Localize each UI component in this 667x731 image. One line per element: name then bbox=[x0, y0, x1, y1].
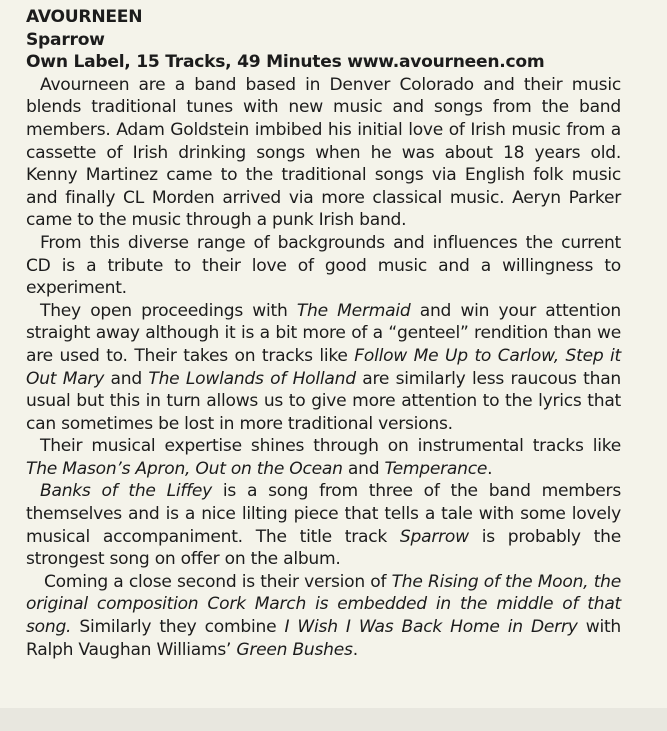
track-title: Follow Me Up to Carlow, Step it Out Mary bbox=[26, 345, 621, 389]
paragraph-text: Avourneen are a band based in Denver Colorado and their music blends traditional tunes with new music and songs from the band members. Adam Goldstein imbibed his initial love of Irish music from a cassette of Irish drinking songs when he was about 18 years old. Kenny Martinez came to the traditional songs via English folk music and finally CL Morden arrived via more classical music. Aeryn Parker came to the music through a punk Irish band. bbox=[26, 74, 621, 231]
album-details: Own Label, 15 Tracks, 49 Minutes www.avourneen.com bbox=[26, 52, 545, 73]
artist-name: AVOURNEEN bbox=[26, 7, 143, 27]
review-paragraph bbox=[26, 571, 621, 661]
track-title: The Mason’s Apron, Out on the Ocean bbox=[26, 458, 343, 479]
review-paragraph bbox=[26, 232, 621, 300]
review-paragraph bbox=[26, 74, 621, 232]
paragraph-text: They open proceedings with bbox=[40, 300, 297, 321]
review-paragraph bbox=[26, 300, 621, 436]
track-title: Temperance bbox=[384, 458, 488, 479]
album-title: Sparrow bbox=[26, 29, 105, 50]
paragraph-text: and bbox=[104, 368, 149, 389]
track-title: Sparrow bbox=[399, 526, 469, 547]
paragraph-text: . bbox=[487, 458, 493, 479]
track-title: The Lowlands of Holland bbox=[148, 368, 356, 389]
paragraph-text: . bbox=[352, 639, 358, 660]
track-title: I Wish I Was Back Home in Derry bbox=[284, 617, 578, 638]
track-title: Green Bushes bbox=[236, 639, 353, 660]
paragraph-text: with Ralph Vaughan Williams’ bbox=[26, 617, 621, 660]
paragraph-text: From this diverse range of backgrounds and influences the current CD is a tribute to their love of good music and a willingness to experiment. bbox=[26, 232, 621, 299]
paragraph-text: Coming a close second is their version of bbox=[44, 571, 392, 592]
paragraph-text: is probably the strongest song on offer on the album. bbox=[26, 526, 621, 570]
paragraph-text: Similarly they combine bbox=[71, 617, 285, 638]
paragraph-text: and bbox=[342, 458, 385, 479]
page-bottom-strip bbox=[0, 708, 667, 731]
paragraph-text: are similarly less raucous than usual but this in turn allows us to give more attention to the lyrics that can sometimes be lost in more traditional versions. bbox=[26, 368, 621, 434]
track-title: The Mermaid bbox=[296, 300, 411, 321]
review-paragraph bbox=[26, 480, 621, 570]
track-title: Banks of the Liffey bbox=[40, 481, 213, 502]
track-title: The Rising of the Moon, the original composition Cork March is embedded in the middle of that song. bbox=[26, 571, 621, 638]
paragraph-text: is a song from three of the band members themselves and is a nice lilting piece that tells a tale with some lovely musical accompaniment. The title track bbox=[26, 481, 621, 547]
paragraph-text: Their musical expertise shines through on instrumental tracks like bbox=[40, 436, 621, 457]
paragraph-text: and win your attention straight away although it is a bit more of a “genteel” rendition than we are used to. Their takes on tracks like bbox=[26, 300, 622, 366]
review-paragraph bbox=[26, 435, 621, 480]
